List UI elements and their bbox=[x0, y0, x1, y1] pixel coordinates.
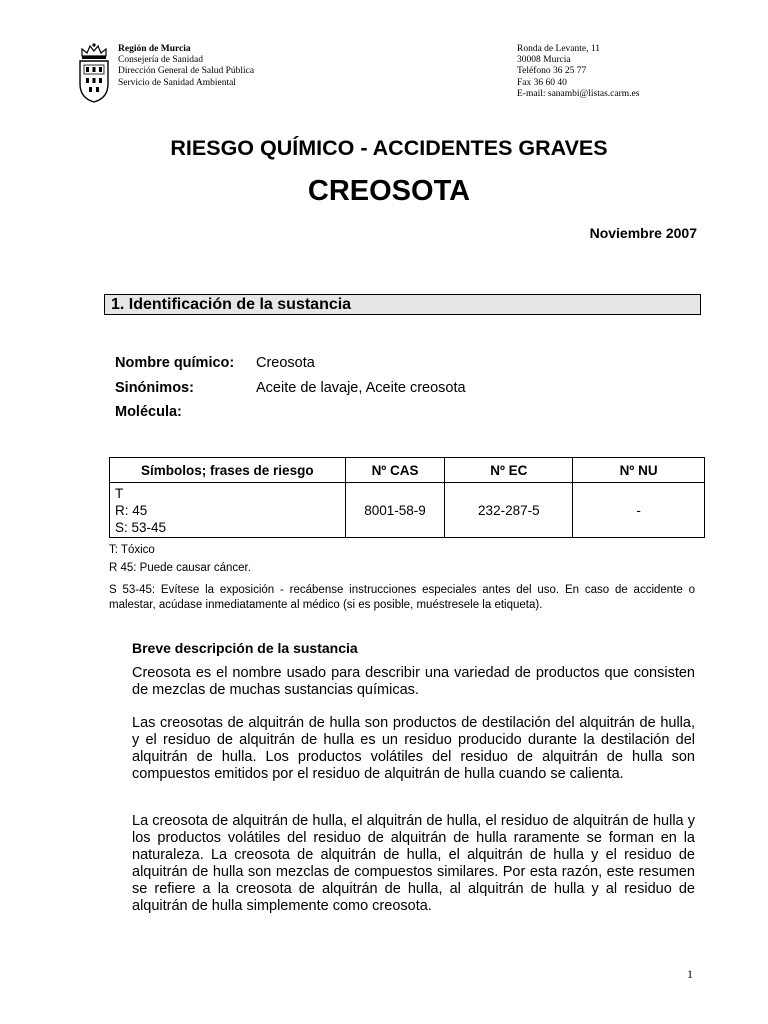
note-s: S 53-45: Evítese la exposición - recábense instrucciones especiales antes del uso. En caso de accidente o malestar, acúdase inmediatamente al médico (si es posible, muéstresele la etiqueta). bbox=[109, 584, 695, 611]
cell-symbols bbox=[110, 483, 346, 538]
header-ec: Nº EC bbox=[445, 458, 573, 483]
table-header-row bbox=[110, 458, 705, 483]
section-heading bbox=[104, 294, 701, 315]
org-line: Consejería de Sanidad bbox=[118, 55, 203, 66]
coat-of-arms-icon bbox=[76, 42, 112, 104]
description-paragraph: La creosota de alquitrán de hulla, el alquitrán de hulla, el residuo de alquitrán de hulla y los productos volátiles del residuo de alquitrán de hulla raramente se forman en la naturaleza. La creosota de alquitrán de hulla, el alquitrán de hulla y el residuo de alquitrán de hulla son mezclas de compuestos similares. Por esta razón, este resumen se refiere a la creosota de alquitrán de hulla, al alquitrán de hulla y al residuo de alquitrán de hulla simplemente como creosota. bbox=[132, 813, 695, 914]
symbol-line: R: 45 bbox=[115, 502, 148, 518]
table-row bbox=[110, 483, 705, 538]
contact-email[interactable]: E-mail: sanambi@listas.carm.es bbox=[517, 88, 640, 99]
field-value: Aceite de lavaje, Aceite creosota bbox=[256, 380, 466, 396]
field-label: Sinónimos: bbox=[115, 380, 194, 396]
contact-line: Ronda de Levante, 11 bbox=[517, 44, 601, 54]
contact-line: Fax 36 60 40 bbox=[517, 77, 567, 88]
substance-title: CREOSOTA bbox=[307, 175, 471, 207]
field-label: Molécula: bbox=[115, 404, 182, 420]
page-number: 1 bbox=[687, 967, 693, 981]
symbol-line: T bbox=[115, 485, 124, 501]
document-date: Noviembre 2007 bbox=[589, 225, 697, 241]
description-paragraph: Creosota es el nombre usado para describir una variedad de productos que consisten de mezclas de muchas sustancias químicas. bbox=[132, 665, 695, 698]
field-label: Nombre químico: bbox=[115, 355, 235, 371]
organization-block bbox=[118, 44, 254, 89]
note-r45: R 45: Puede causar cáncer. bbox=[109, 562, 251, 574]
header-cas: Nº CAS bbox=[345, 458, 445, 483]
contact-line: 30008 Murcia bbox=[517, 55, 571, 66]
description-paragraph: Las creosotas de alquitrán de hulla son productos de destilación del alquitrán de hulla, y el residuo de alquitrán de hulla es un residuo producido durante la destilación del alquitrán de hulla. Los productos volátiles del residuo de alquitrán de hulla son compuestos emitidos por el residuo de alquitrán de hulla cuando se calienta. bbox=[132, 715, 695, 782]
field-value: Creosota bbox=[256, 355, 315, 371]
header-symbols: Símbolos; frases de riesgo bbox=[110, 458, 346, 483]
risk-table bbox=[109, 457, 705, 538]
note-t: T: Tóxico bbox=[109, 544, 155, 556]
org-line: Servicio de Sanidad Ambiental bbox=[118, 77, 236, 88]
org-line: Dirección General de Salud Pública bbox=[118, 66, 255, 77]
symbol-line: S: 53-45 bbox=[115, 519, 167, 535]
section-heading-text: 1. Identificación de la sustancia bbox=[111, 296, 352, 313]
description-heading: Breve descripción de la sustancia bbox=[132, 640, 358, 656]
cell-ec: 232-287-5 bbox=[445, 483, 573, 538]
header-nu: Nº NU bbox=[573, 458, 705, 483]
org-line: Región de Murcia bbox=[118, 44, 191, 54]
contact-line: Teléfono 36 25 77 bbox=[517, 66, 587, 77]
cell-nu: - bbox=[573, 483, 705, 538]
contact-block bbox=[517, 44, 639, 100]
cell-cas: 8001-58-9 bbox=[345, 483, 445, 538]
document-title: RIESGO QUÍMICO - ACCIDENTES GRAVES bbox=[170, 136, 608, 160]
